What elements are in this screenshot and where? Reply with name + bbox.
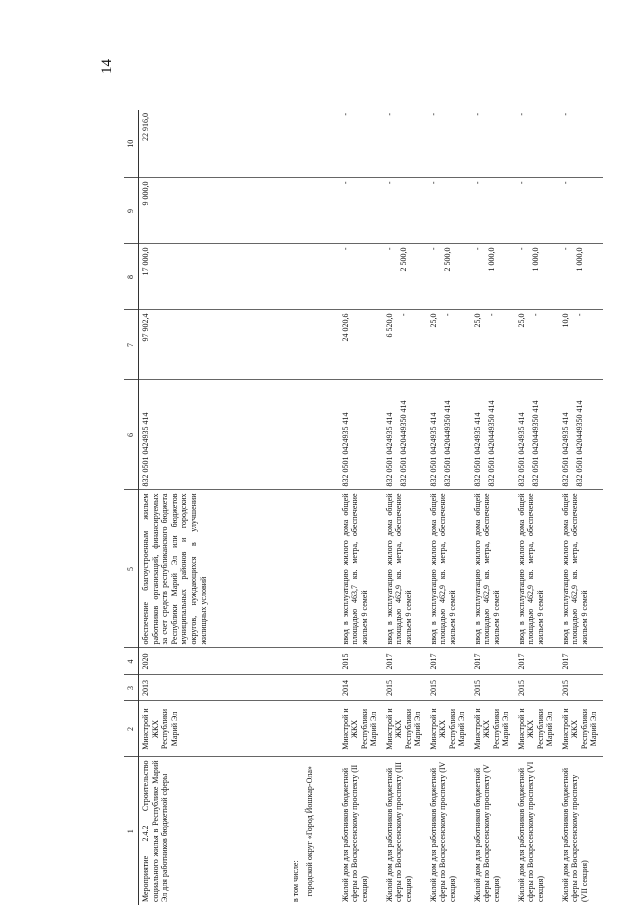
row-name: Жилой дом для работников бюджетной сферы по Воскресенскому проспекту (VII секция): [560, 767, 589, 902]
program-table: [124, 110, 603, 905]
header-col-5: 5: [124, 490, 139, 648]
row-codes: [559, 380, 603, 490]
row-col-8-b: 1 000,0: [575, 247, 585, 272]
row-start-year: 2015: [383, 675, 427, 701]
table-wrapper: [124, 110, 599, 905]
row-col-7: [427, 310, 471, 380]
row-codes: [427, 380, 471, 490]
page-number: 14: [99, 59, 115, 74]
row-executor: Минстрой и ЖКХ Республики Марий Эл: [427, 701, 471, 757]
row-result: ввод в эксплуатацию жилого дома общей площадью 462,9 кв. метра, обеспечение жильем 9 семей: [515, 490, 559, 648]
table-row: [515, 110, 559, 905]
header-row: [124, 110, 139, 905]
row-col-10: -: [339, 110, 383, 178]
row-col-7-b: -: [575, 313, 585, 317]
row-col-9: -: [471, 178, 515, 244]
row-code-2: 832 0501 0420449350 414: [443, 400, 453, 487]
row-code-2: 832 0501 0420449350 414: [575, 400, 585, 487]
measure-end-year: 2020: [139, 648, 289, 675]
row-executor: Минстрой и ЖКХ Республики Марий Эл: [471, 701, 515, 757]
row-executor: Минстрой и ЖКХ Республики Марий Эл: [515, 701, 559, 757]
row-col-8-a: -: [340, 247, 350, 251]
row-executor: Минстрой и ЖКХ Республики Марий Эл: [559, 701, 603, 757]
row-code-1: 832 0501 0424935 414: [560, 412, 570, 487]
row-col-8: [471, 244, 515, 310]
main-measure-row: [139, 110, 289, 905]
table-row: [471, 110, 515, 905]
header-col-6: 6: [124, 380, 139, 490]
row-start-year: 2015: [427, 675, 471, 701]
row-col-10: -: [559, 110, 603, 178]
row-col-7-b: -: [399, 313, 409, 317]
row-col-8-a: -: [516, 247, 526, 251]
row-col-10: -: [515, 110, 559, 178]
row-start-year: 2015: [559, 675, 603, 701]
row-result: ввод в эксплуатацию жилого дома общей площадью 462,9 кв. метра, обеспечение жильем 9 семей: [427, 490, 471, 648]
row-col-7: [515, 310, 559, 380]
row-codes: [515, 380, 559, 490]
group-cell: [289, 757, 339, 905]
row-col-10: -: [471, 110, 515, 178]
row-result: ввод в эксплуатацию жилого дома общей площадью 462,9 кв. метра, обеспечение жильем 9 семей: [559, 490, 603, 648]
row-col-7-a: 25,0: [428, 313, 438, 328]
measure-budget-code: 832 0501 0424935 414: [139, 380, 289, 490]
row-col-8: [427, 244, 471, 310]
row-start-year: 2015: [471, 675, 515, 701]
row-name: Жилой дом для работников бюджетной сферы по Воскресенскому проспекту (III секция): [384, 762, 413, 902]
row-code-2: 832 0501 0420449350 414: [399, 400, 409, 487]
row-result: ввод в эксплуатацию жилого дома общей площадью 462,9 кв. метра, обеспечение жильем 9 семей: [471, 490, 515, 648]
row-executor: Минстрой и ЖКХ Республики Марий Эл: [383, 701, 427, 757]
row-start-year: 2015: [515, 675, 559, 701]
row-name: Жилой дом для работников бюджетной сферы по Воскресенскому проспекту (V секция): [472, 764, 501, 902]
row-col-8: [339, 244, 383, 310]
row-col-7-a: 6 520,0: [384, 313, 394, 338]
row-col-8-b: 1 000,0: [531, 247, 541, 272]
row-name: Жилой дом для работников бюджетной сферы по Воскресенскому проспекту (II секция): [340, 764, 369, 902]
row-code-1: 832 0501 0424935 414: [428, 412, 438, 487]
row-col-8-b: 1 000,0: [487, 247, 497, 272]
measure-name: Мероприятие 2.4.2 Строительство социального жилья в Республике Марий Эл для работников бюджетной сферы: [141, 760, 170, 902]
group-name: городской округ «Город Йошкар-Ола»: [305, 766, 315, 897]
row-col-7-b: -: [443, 313, 453, 317]
row-col-7: [471, 310, 515, 380]
row-col-8-a: -: [428, 247, 438, 251]
row-col-10: -: [383, 110, 427, 178]
header-col-3: 3: [124, 675, 139, 701]
header-col-8: 8: [124, 244, 139, 310]
measure-result: обеспечение благоустроенным жильем работников организаций, финансируемых за счет средств республиканского бюджета Республики Марий Эл или бюджетов муниципальных районов и городских округов, нуждающихся в улучшении жилищных условий: [139, 490, 289, 648]
table-row: [339, 110, 383, 905]
row-end-year: 2017: [515, 648, 559, 675]
row-col-8-b: 2 500,0: [443, 247, 453, 272]
row-col-7-a: 24 020,6: [340, 313, 350, 342]
row-code-1: 832 0501 0424935 414: [340, 412, 350, 487]
row-col-7: [383, 310, 427, 380]
row-col-8-a: -: [472, 247, 482, 251]
table-row: [383, 110, 427, 905]
table-row: [559, 110, 603, 905]
row-col-8: [515, 244, 559, 310]
row-col-7-b: -: [487, 313, 497, 317]
row-code-1: 832 0501 0424935 414: [516, 412, 526, 487]
row-col-8-a: -: [560, 247, 570, 251]
row-start-year: 2014: [339, 675, 383, 701]
row-col-7-b: -: [531, 313, 541, 317]
row-name: Жилой дом для работников бюджетной сферы по Воскресенскому проспекту (VI секция): [516, 761, 545, 902]
row-col-9: -: [383, 178, 427, 244]
row-col-8: [383, 244, 427, 310]
row-code-1: 832 0501 0424935 414: [472, 412, 482, 487]
row-end-year: 2017: [383, 648, 427, 675]
measure-col-10: 22 916,0: [139, 110, 289, 178]
header-col-9: 9: [124, 178, 139, 244]
group-label: в том числе:: [290, 860, 300, 902]
row-code-2: 832 0501 0420449350 414: [487, 400, 497, 487]
row-codes: [383, 380, 427, 490]
row-col-8-a: -: [384, 247, 394, 251]
row-col-9: -: [515, 178, 559, 244]
measure-executor: Минстрой и ЖКХ Республики Марий Эл: [139, 701, 289, 757]
row-result: ввод в эксплуатацию жилого дома общей площадью 463,7 кв. метра, обеспечение жильем 9 семей: [339, 490, 383, 648]
measure-start-year: 2013: [139, 675, 289, 701]
row-col-7: [559, 310, 603, 380]
row-col-7-a: 25,0: [472, 313, 482, 328]
measure-col-8: 17 000,0: [139, 244, 289, 310]
header-col-2: 2: [124, 701, 139, 757]
row-executor: Минстрой и ЖКХ Республики Марий Эл: [339, 701, 383, 757]
table-row: [427, 110, 471, 905]
measure-col-9: 9 000,0: [139, 178, 289, 244]
row-col-9: -: [427, 178, 471, 244]
row-col-8: [559, 244, 603, 310]
row-col-7-a: 10,0: [560, 313, 570, 328]
row-col-9: -: [559, 178, 603, 244]
row-col-9: -: [339, 178, 383, 244]
row-end-year: 2017: [471, 648, 515, 675]
row-codes: [339, 380, 383, 490]
header-col-7: 7: [124, 310, 139, 380]
row-result: ввод в эксплуатацию жилого дома общей площадью 462,9 кв. метра, обеспечение жильем 9 семей: [383, 490, 427, 648]
row-end-year: 2017: [427, 648, 471, 675]
measure-col-7: 97 902,4: [139, 310, 289, 380]
header-col-10: 10: [124, 110, 139, 178]
row-name: Жилой дом для работников бюджетной сферы по Воскресенскому проспекту (IV секция): [428, 761, 457, 902]
row-end-year: 2015: [339, 648, 383, 675]
row-col-8-b: 2 500,0: [399, 247, 409, 272]
row-col-7-a: 25,0: [516, 313, 526, 328]
row-codes: [471, 380, 515, 490]
row-code-2: 832 0501 0420449350 414: [531, 400, 541, 487]
group-row: [289, 110, 339, 905]
header-col-4: 4: [124, 648, 139, 675]
row-col-7: [339, 310, 383, 380]
row-col-10: -: [427, 110, 471, 178]
row-code-1: 832 0501 0424935 414: [384, 412, 394, 487]
header-col-1: 1: [124, 757, 139, 905]
row-end-year: 2017: [559, 648, 603, 675]
